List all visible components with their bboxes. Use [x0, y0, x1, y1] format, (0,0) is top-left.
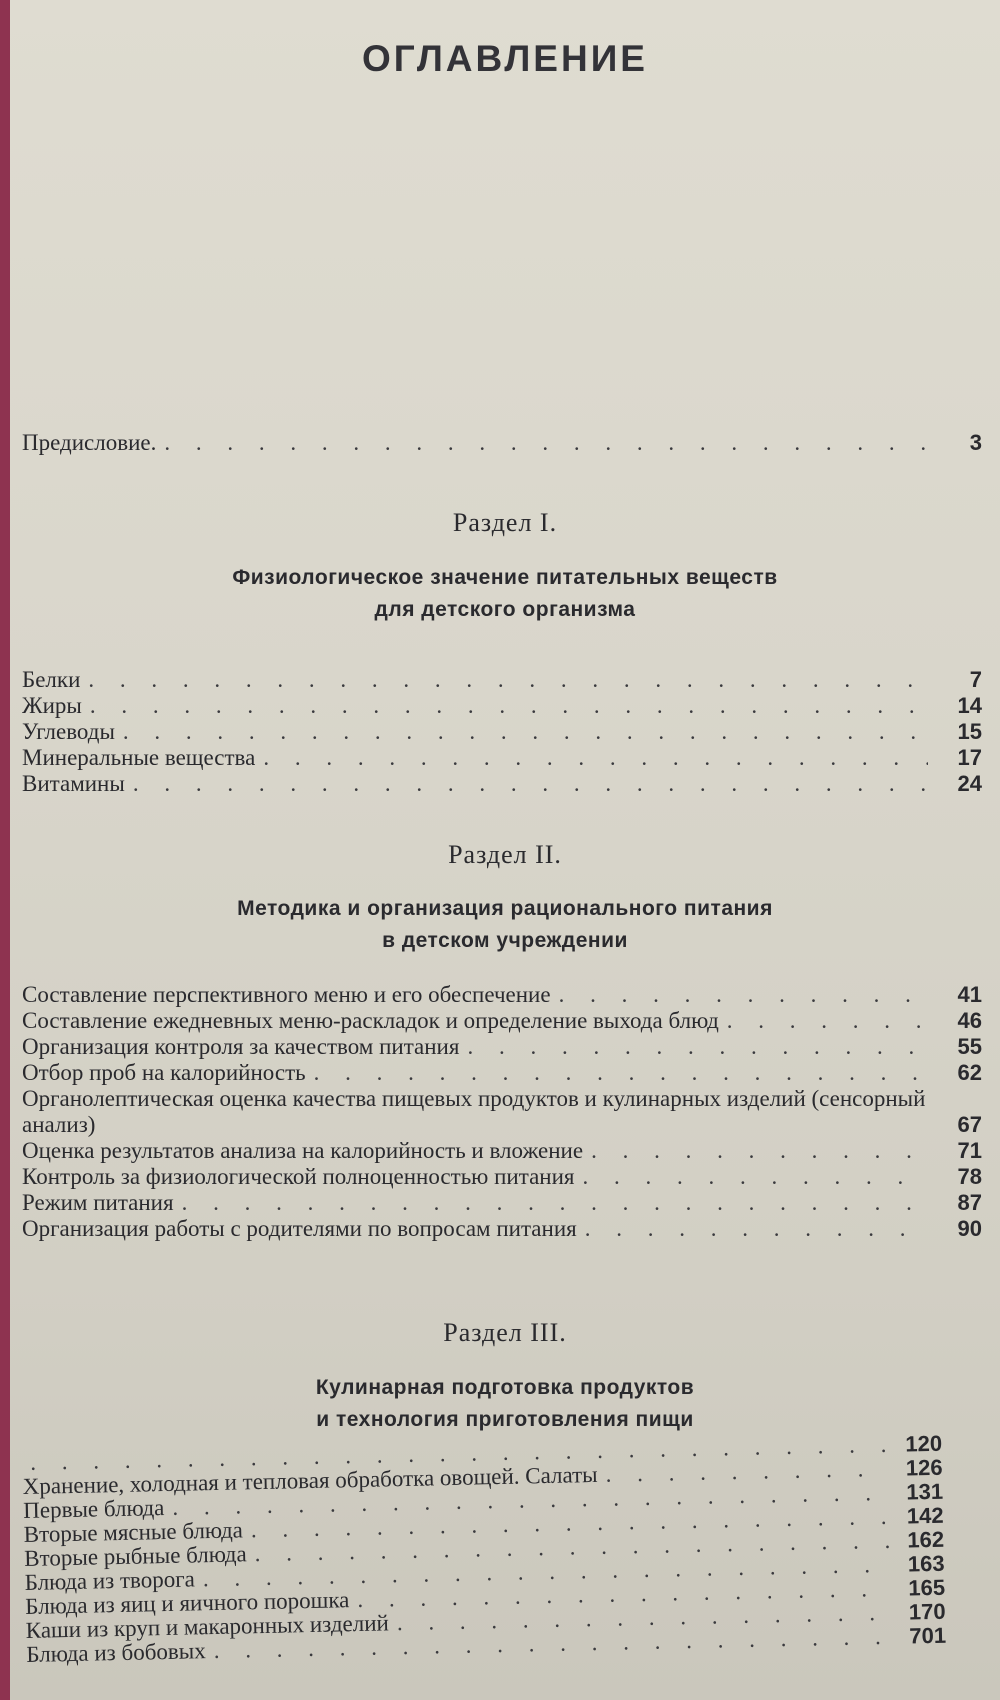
toc-entry-label: Режим питания	[22, 1190, 174, 1215]
toc-entry	[22, 693, 982, 719]
toc-entry	[22, 1060, 982, 1086]
toc-entry-page: 7	[969, 667, 982, 692]
toc-dot-leader	[123, 719, 928, 745]
toc-entry-label: Витамины	[22, 771, 125, 796]
toc-entry-page: 142	[906, 1502, 944, 1529]
section-label: Раздел III.	[443, 1318, 567, 1347]
toc-entry-page: 170	[908, 1598, 946, 1625]
toc-entry-label: Организация работы с родителями по вопросам питания	[22, 1216, 577, 1241]
section-label: Раздел II.	[448, 840, 562, 869]
toc-entry	[22, 1034, 982, 1060]
toc-entry-page: 162	[907, 1526, 945, 1553]
toc-entry	[22, 667, 982, 693]
section-title-line: и технология приготовления пищи	[316, 1408, 694, 1431]
toc-entry-page: 71	[957, 1138, 982, 1163]
toc-entry-page: 41	[957, 982, 982, 1007]
toc-entry-page: 701	[909, 1622, 947, 1649]
toc-entry-page: 87	[957, 1190, 982, 1215]
toc-entry-page: 78	[957, 1164, 982, 1189]
toc-entry-label: Вторые рыбные блюда	[24, 1541, 247, 1571]
toc-entry-page: 67	[957, 1112, 982, 1137]
toc-dot-leader	[182, 1190, 928, 1216]
toc-dot-leader	[585, 1216, 928, 1242]
toc-entry-page: 90	[957, 1216, 982, 1241]
toc-dot-leader	[263, 745, 928, 771]
toc-preface	[22, 430, 982, 456]
toc-entry-page: 126	[905, 1454, 943, 1481]
toc-dot-leader	[582, 1164, 928, 1190]
toc-entry	[22, 745, 982, 771]
toc-entry-label: Составление ежедневных меню-раскладок и определение выхода блюд	[22, 1008, 719, 1033]
toc-entry-page: 131	[906, 1478, 944, 1505]
toc-dot-leader	[88, 667, 928, 693]
toc-section2	[22, 982, 982, 1242]
toc-entry-page: 14	[957, 693, 982, 718]
toc-entry	[22, 1216, 982, 1242]
toc-entry-page: 46	[957, 1008, 982, 1033]
toc-entry-label: Хранение, холодная и тепловая обработка овощей. Салаты	[22, 1461, 598, 1499]
toc-entry-label: Отбор проб на калорийность	[22, 1060, 306, 1085]
section-title-line: Методика и организация рационального питания	[237, 897, 773, 920]
toc-dot-leader	[467, 1034, 928, 1060]
toc-dot-leader	[164, 430, 928, 456]
toc-entry-label: Вторые мясные блюда	[23, 1517, 244, 1547]
toc-entry-page: 17	[957, 745, 982, 770]
toc-entry-label: Организация контроля за качеством питания	[22, 1034, 460, 1059]
toc-entry-page: 24	[957, 771, 982, 796]
section-title-line: в детском учреждении	[382, 929, 628, 952]
toc-dot-leader	[90, 693, 928, 719]
toc-dot-leader	[133, 771, 928, 797]
toc-entry-page: 165	[908, 1574, 946, 1601]
toc-entry-label: Белки	[22, 667, 81, 692]
toc-section3	[22, 1431, 946, 1666]
toc-entry-label: Блюда из творога	[24, 1566, 196, 1595]
toc-entry	[22, 1138, 982, 1164]
toc-section1	[22, 667, 982, 797]
toc-entry-label: Блюда из яиц и яичного порошка	[25, 1587, 350, 1619]
toc-entry	[22, 771, 982, 797]
book-page	[10, 0, 1000, 1700]
toc-entry-page: 15	[957, 719, 982, 744]
toc-entry-label: Оценка результатов анализа на калорийность и вложение	[22, 1138, 584, 1163]
toc-entry-label: Органолептическая оценка качества пищевых продуктов и кулинарных изделий (сенсорный анализ)	[22, 1086, 926, 1137]
toc-entry	[22, 982, 982, 1008]
toc-entry-page: 120	[905, 1430, 943, 1457]
toc-dot-leader	[591, 1138, 928, 1164]
toc-entry-page: 55	[957, 1034, 982, 1059]
toc-entry-page: 62	[957, 1060, 982, 1085]
toc-entry	[22, 1190, 982, 1216]
toc-entry-label: Каши из круп и макаронных изделий	[25, 1610, 390, 1643]
toc-entry-label: Контроль за физиологической полноценностью питания	[22, 1164, 575, 1189]
toc-entry-label: Предисловие.	[22, 430, 157, 455]
toc-entry-page: 3	[969, 430, 982, 455]
toc-entry-label: Составление перспективного меню и его обеспечение	[22, 982, 551, 1007]
section-title-line: Кулинарная подготовка продуктов	[315, 1376, 695, 1399]
toc-entry	[22, 719, 982, 745]
toc-entry-label: Жиры	[22, 693, 82, 718]
section-title-line: для детского организма	[374, 598, 636, 621]
section-label: Раздел I.	[452, 508, 558, 537]
toc-entry-label: Блюда из бобовых	[26, 1638, 206, 1667]
toc-dot-leader	[559, 982, 928, 1008]
toc-entry-label: Первые блюда	[23, 1495, 165, 1523]
toc-entry	[22, 1008, 982, 1034]
toc-entry	[22, 430, 982, 456]
toc-dot-leader	[727, 1008, 928, 1034]
toc-entry-page: 163	[907, 1550, 945, 1577]
toc-entry	[22, 1164, 982, 1190]
toc-entry-label: Минеральные вещества	[22, 745, 256, 770]
page-title: ОГЛАВЛЕНИЕ	[362, 38, 648, 79]
toc-entry	[22, 1086, 982, 1138]
toc-entry-label: Углеводы	[22, 719, 115, 744]
toc-dot-leader	[314, 1060, 928, 1086]
section-title-line: Физиологическое значение питательных веществ	[232, 566, 778, 589]
